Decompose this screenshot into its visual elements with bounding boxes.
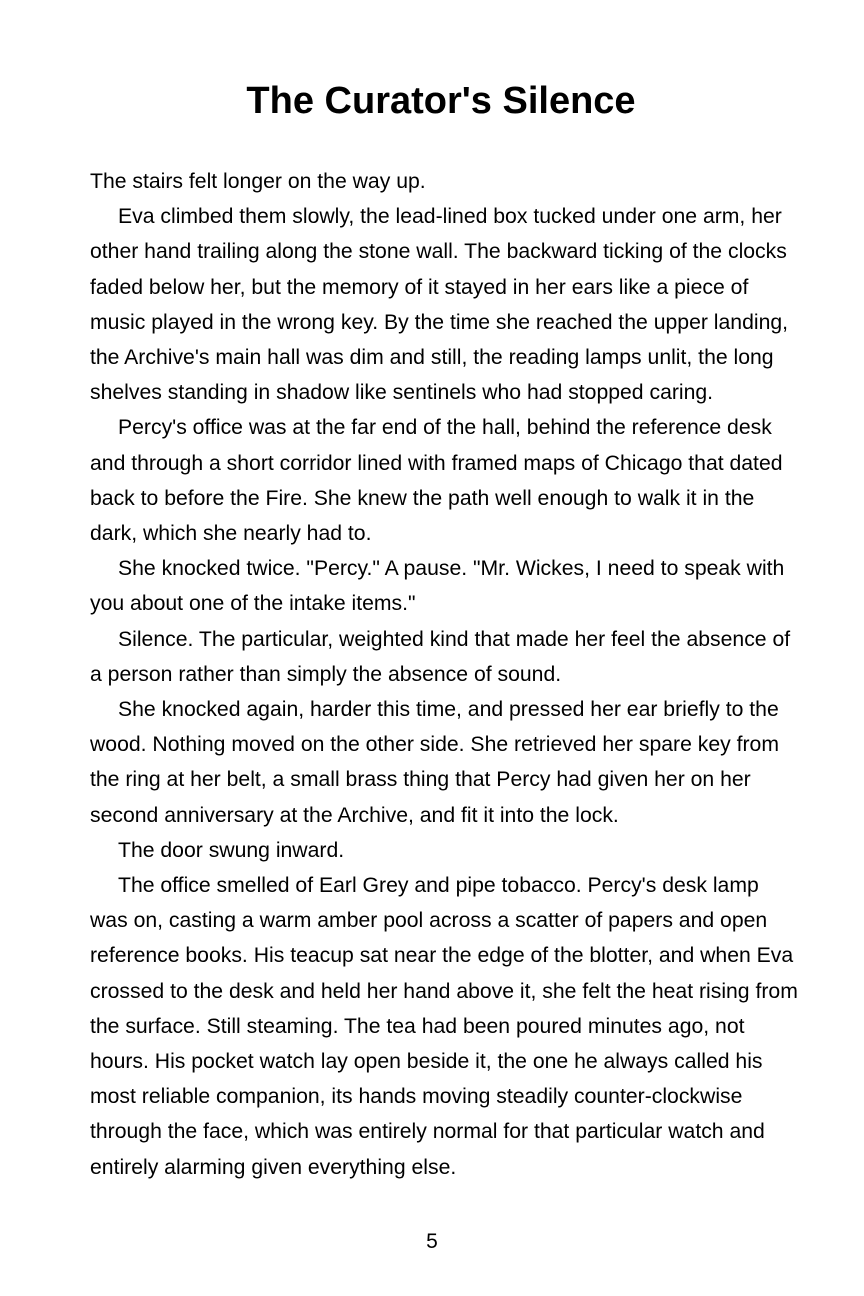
page-number: 5	[426, 1230, 438, 1253]
paragraph: Percy's office was at the far end of the hall, behind the reference desk and through a short corridor lined with framed maps of Chicago that dated back to before the Fire. She knew the path well enough to walk it in the dark, which she nearly had to.	[90, 416, 783, 546]
paragraph: The office smelled of Earl Grey and pipe tobacco. Percy's desk lamp was on, casting a warm amber pool across a scatter of papers and open reference books. His teacup sat near the edge of the blotter, and when Eva crossed to the desk and held her hand above it, she felt the heat rising from the surface. Still steaming. The tea had been poured minutes ago, not hours. His pocket watch lay open beside it, the one he always called his most reliable companion, its hands moving steadily counter-clockwise through the face, which was entirely normal for that particular watch and entirely alarming given everything else.	[90, 874, 798, 1179]
paragraph: Eva climbed them slowly, the lead-lined box tucked under one arm, her other hand trailing along the stone wall. The backward ticking of the clocks faded below her, but the memory of it stayed in her ears like a piece of music played in the wrong key. By the time she reached the upper landing, the Archive's main hall was dim and still, the reading lamps unlit, the long shelves standing in shadow like sentinels who had stopped caring.	[90, 205, 789, 405]
paragraph: Silence. The particular, weighted kind that made her feel the absence of a person rather than simply the absence of sound.	[90, 627, 791, 686]
paragraph: The stairs felt longer on the way up.	[90, 170, 426, 193]
paragraph: She knocked twice. "Percy." A pause. "Mr. Wickes, I need to speak with you about one of the intake items."	[90, 557, 785, 616]
chapter-body	[90, 164, 802, 1185]
chapter-title: The Curator's Silence	[246, 80, 636, 122]
paragraph: The door swung inward.	[118, 838, 345, 862]
paragraph: She knocked again, harder this time, and pressed her ear briefly to the wood. Nothing moved on the other side. She retrieved her spare key from the ring at her belt, a small brass thing that Percy had given her on her second anniversary at the Archive, and fit it into the lock.	[90, 698, 779, 827]
